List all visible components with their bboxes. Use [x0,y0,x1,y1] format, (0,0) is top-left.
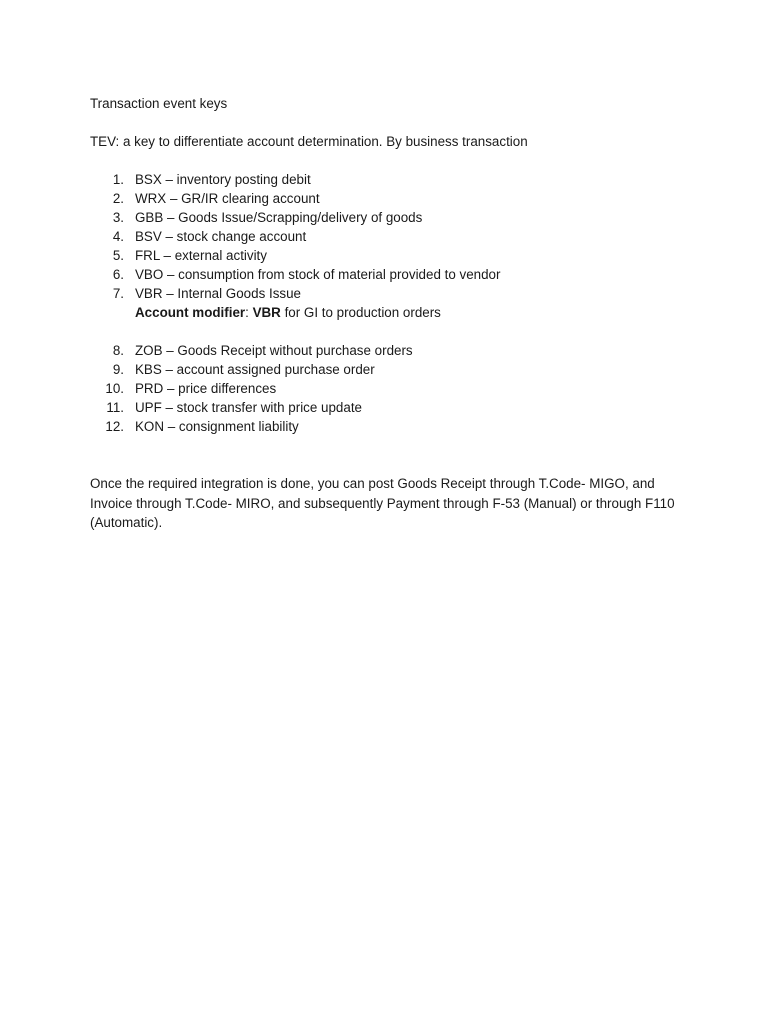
list-item-text: KON – consignment liability [135,419,299,434]
list-number: 12. [105,419,124,434]
list-number: 5. [112,248,124,263]
list-number: 2. [112,191,124,206]
list-item [90,379,690,398]
list-item-text: BSV – stock change account [135,229,307,244]
list-item-text: BSX – inventory posting debit [135,172,311,187]
list-number: 1. [112,172,124,187]
list-item-text: FRL – external activity [135,248,267,263]
list-item-text: GBB – Goods Issue/Scrapping/delivery of goods [135,210,423,225]
list-item [90,341,690,360]
transaction-keys-list-continued [90,341,690,436]
transaction-keys-list [90,170,690,303]
list-item-text: VBO – consumption from stock of material provided to vendor [135,267,501,282]
list-number: 9. [112,362,124,377]
list-item [90,246,690,265]
list-item-text: ZOB – Goods Receipt without purchase orders [135,343,413,358]
account-modifier-note [90,303,690,322]
list-number: 11. [106,400,124,415]
list-item [90,265,690,284]
list-number: 4. [112,229,124,244]
modifier-separator: : [245,305,253,320]
list-number: 7. [112,286,124,301]
list-number: 6. [112,267,124,282]
list-item-text: WRX – GR/IR clearing account [135,191,320,206]
list-item-text: PRD – price differences [135,381,277,396]
list-item [90,208,690,227]
intro-paragraph: TEV: a key to differentiate account determination. By business transaction [90,134,528,149]
list-item-text: KBS – account assigned purchase order [135,362,375,377]
list-spacer [90,322,690,341]
list-item-text: VBR – Internal Goods Issue [135,286,301,301]
list-item [90,189,690,208]
list-item-text: UPF – stock transfer with price update [135,400,362,415]
modifier-key: VBR [252,305,281,320]
list-number: 8. [112,343,124,358]
modifier-description: for GI to production orders [280,305,441,320]
document-page [90,94,690,533]
list-item [90,398,690,417]
list-item [90,417,690,436]
list-item [90,170,690,189]
list-number: 3. [112,210,124,225]
list-item [90,360,690,379]
list-item [90,227,690,246]
list-item [90,284,690,303]
modifier-label: Account modifier [135,305,246,320]
document-heading: Transaction event keys [90,96,228,111]
list-number: 10. [105,381,124,396]
closing-paragraph: Once the required integration is done, you can post Goods Receipt through T.Code- MIGO, and Invoice through T.Code- MIRO, and subsequently Payment through F-53 (Manual) or through F110 (Automatic). [90,476,675,530]
